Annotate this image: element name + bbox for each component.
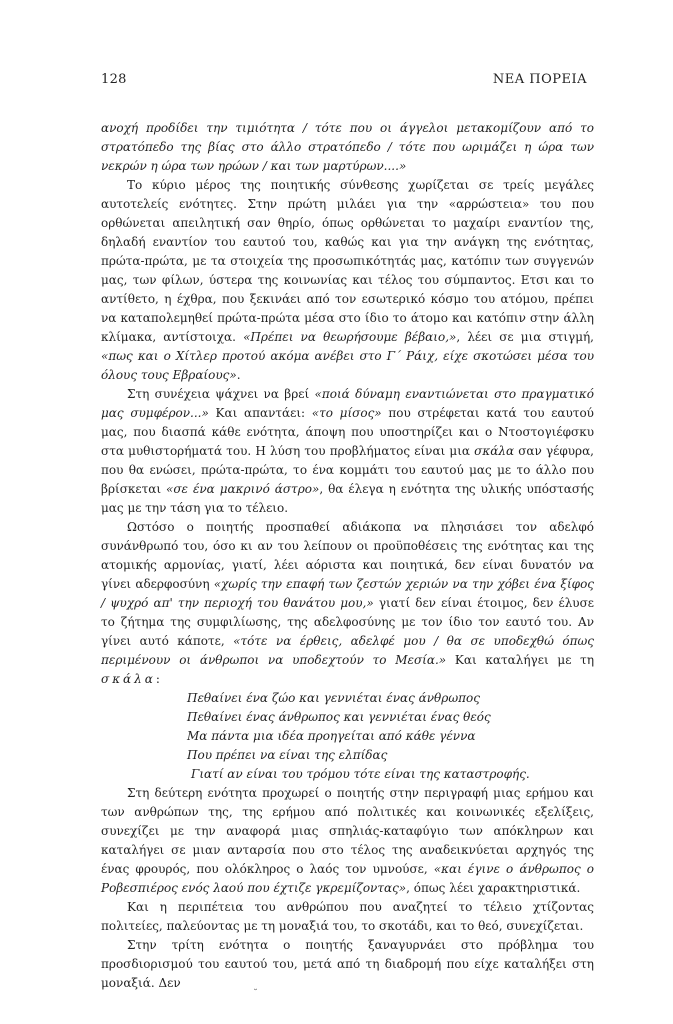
- text: :: [155, 672, 160, 686]
- verse-line: Πεθαίνει ένα ζώο και γεννιέται ένας άνθρωπος: [187, 691, 480, 705]
- paragraph-4: [101, 518, 594, 689]
- quote: «ποιά δύναμη εναντιώνεται στο πραγματικό μας συμφέρον...»: [101, 387, 595, 420]
- quote: «τότε να έρθεις, αδελφέ μου / θα σε υποδεχθώ όπως περιμένουν οι άνθρωποι να υποδεχτούν το Μεσία.»: [101, 634, 594, 667]
- text: , θα έλεγα η ενότητα της υλικής υπόστασής μας με την τάση για το τέλειο.: [101, 482, 594, 515]
- text: .: [236, 368, 241, 382]
- quote: «και έγινε ο άνθρωπος ο Ροβεσπιέρος ενός λαού που έχτιζε γκρεμίζοντας»: [101, 862, 594, 895]
- quote: «το μίσος»: [311, 406, 382, 420]
- text: , λέει σε μια στιγμή,: [456, 330, 594, 344]
- article-body: [101, 119, 594, 993]
- page-number: 128: [101, 72, 127, 87]
- text: Το κύριο μέρος της ποιητικής σύνθεσης χωρίζεται σε τρείς μεγάλες αυτοτελείς ενότητες. Στην πρώτη μιλάει για την «αρρώστεια» του που ορθώνεται απειλητική σαν θηρίο, όπως ορθώνεται το μαχαίρι εναντίον της, δηλαδή εναντίον του εαυτού του, καθώς και για την ανάγκη της ενότητας, πρώτα-πρώτα, με τα στοιχεία της προσωπικότητάς μας, κατόπιν των συγγενών μας, των φίλων, ύστερα της κοινωνίας και τέλος του σύμπαντος. Ετσι και το αντίθετο, η έχθρα, που ξεκινάει από τον εσωτερικό κόσμο του ατόμου, πρέπει να καταπολεμηθεί πρώτα-πρώτα μέσα στο ίδιο το άτομο και κατόπιν στην άλλη κλίμακα, αντίστοιχα.: [101, 178, 594, 344]
- paragraph-7: Στην τρίτη ενότητα ο ποιητής ξαναγυρνάει στο πρόβλημα του προσδιορισμού του εαυτού του, μετά από τη διαδρομή που είχε καταλήξει στη μοναξιά. Δεν: [101, 938, 594, 990]
- verse-line: Που πρέπει να είναι της ελπίδας: [187, 748, 388, 762]
- spaced-word: σκάλα: [101, 672, 156, 686]
- verse-line: Γιατί αν είναι του τρόμου τότε είναι της καταστροφής.: [191, 767, 530, 781]
- quote: «πως και ο Χίτλερ προτού ακόμα ανέβει στο Γ΄ Ράιχ, είχε σκοτώσει μέσα του όλους τους Εβραίους»: [101, 349, 594, 382]
- text: , όπως λέει χαρακτηριστικά.: [406, 881, 581, 895]
- text: Στη συνέχεια ψάχνει να βρεί: [127, 387, 315, 401]
- text: που στρέφεται κατά του εαυτού μας, που διασπά κάθε ενότητα, άποψη που υποστηρίζει και ο Ντοστογιέφσκυ στα μυθιστορήματά του. Η λύση του προβλήματος είναι μια: [101, 406, 594, 458]
- verse-block: [101, 689, 594, 784]
- paragraph-6: Και η περιπέτεια του ανθρώπου που αναζητεί το τέλειο χτίζοντας πολιτείες, παλεύοντας με τη μοναξιά του, το σκοτάδι, και το θεό, συνεχίζεται.: [101, 900, 594, 933]
- quote: «Πρέπει να θεωρήσουμε βέβαιο,»: [243, 330, 457, 344]
- journal-title: ΝΕΑ ΠΟΡΕΙΑ: [492, 72, 587, 87]
- text: Και καταλήγει με τη: [446, 653, 595, 667]
- verse-line: Μα πάντα μια ιδέα προηγείται από κάθε γέννα: [187, 729, 476, 743]
- text: γιατί δεν είναι έτοιμος, δεν έλυσε το ζήτημα της συμφιλίωσης, της αδελφοσύνης με τον ίδιο τον εαυτό του. Αν γίνει αυτό κάποτε,: [101, 596, 595, 648]
- paragraph-1: [101, 119, 594, 176]
- quote: ανοχή προδίδει την τιμιότητα / τότε που οι άγγελοι μετακομίζουν από το στρατόπεδο της βίας στο άλλο στρατόπεδο / τότε που ωριμάζει η ώρα των νεκρών η ώρα των ηρώων / και των μαρτύρων....»: [101, 121, 594, 173]
- text: Ωστόσο ο ποιητής προσπαθεί αδιάκοπα να πλησιάσει τον αδελφό συνάνθρωπό του, όσο κι αν του λείπουν οι προϋποθέσεις της ενότητας και της ατομικής αρμονίας, γιατί, λέει αόριστα και ποιητικά, δεν είναι δυνατόν να γίνει αδερφοσύνη: [101, 520, 594, 591]
- text: σαν γέφυρα, που θα ενώσει, πρώτα-πρώτα, το ένα κομμάτι του εαυτού μας με το άλλο που βρίσκεται: [101, 444, 595, 496]
- paragraph-2: [101, 176, 594, 385]
- quote: «σε ένα μακρινό άστρο»: [166, 482, 320, 496]
- paragraph-5: [101, 784, 594, 898]
- text: Και απαντάει:: [208, 406, 312, 420]
- verse-line: Πεθαίνει ένας άνθρωπος και γεννιέται ένας θεός: [187, 710, 491, 724]
- quote: σκάλα: [474, 444, 515, 458]
- paragraph-3: [101, 385, 594, 518]
- text: Στη δεύτερη ενότητα προχωρεί ο ποιητής στην περιγραφή μιας ερήμου και των ανθρώπων της, της ερήμου από πολιτικές και κοινωνικές εξελίξεις, συνεχίζει με την αναφορά μιας σπηλιάς-καταφύγιο των απόκληρων και καταλήγει σε μιαν ανταρσία που στο τέλος της αναδεικνύεται αρχηγός της ένας φρουρός, που ολόκληρος ο λαός τον υμνούσε,: [101, 786, 594, 876]
- footer-mark: ˘: [253, 989, 258, 1000]
- quote: «χωρίς την επαφή των ζεστών χεριών να την χόβει ένα ξίφος / ψυχρό απ' την περιοχή του θανάτου μου,»: [101, 577, 595, 610]
- running-header: [101, 72, 587, 88]
